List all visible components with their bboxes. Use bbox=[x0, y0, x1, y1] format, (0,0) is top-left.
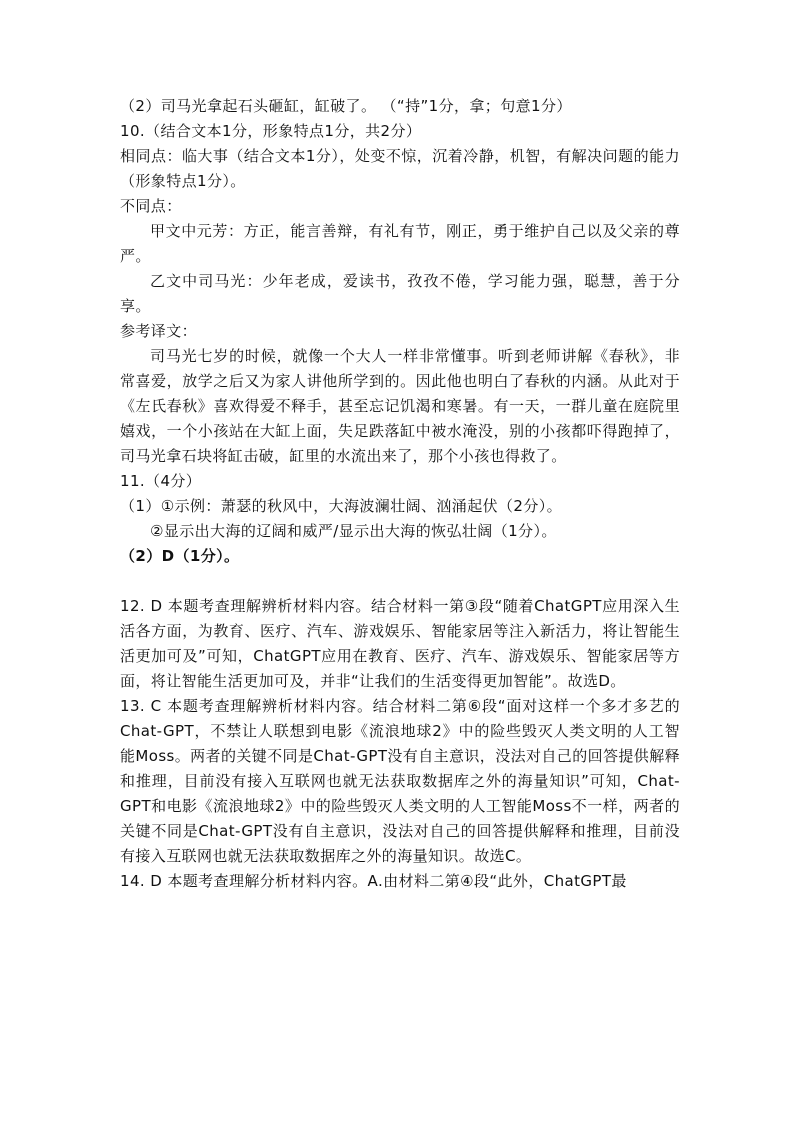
q11-part1-b: ②显示出大海的辽阔和威严/显示出大海的恢弘壮阔（1分）。 bbox=[150, 522, 557, 540]
q11-part2: （2）D（1分）。 bbox=[120, 547, 240, 565]
q11-part1: （1）①示例：萧瑟的秋风中，大海波澜壮阔、汹涌起伏（2分）。 bbox=[120, 497, 563, 515]
q10-diff-yuanfang: 甲文中元芳：方正，能言善辩，有礼有节，刚正，勇于维护自己以及父亲的尊严。 bbox=[120, 222, 680, 265]
q10-diff-simaguang: 乙文中司马光：少年老成，爱读书，孜孜不倦，学习能力强，聪慧，善于分享。 bbox=[120, 272, 680, 315]
q13-answer: 13. C 本题考查理解辨析材料内容。结合材料二第⑥段“面对这样一个多才多艺的Chat-GPT，不禁让人联想到电影《流浪地球2》中的险些毁灭人类文明的人工智能Moss。两者的关键不同是Chat-GPT没有自主意识，没法对自己的回答提供解释和推理，目前没有接入互联网也就无法获取数据库之外的海量知识”可知，Chat-GPT和电影《流浪地球2》中的险些毁灭人类文明的人工智能Moss不一样，两者的关键不同是Chat-GPT没有自主意识，没法对自己的回答提供解释和推理，目前没有接入互联网也就无法获取数据库之外的海量知识。故选C。 bbox=[120, 697, 680, 865]
q14-answer: 14. D 本题考查理解分析材料内容。A.由材料二第④段“此外，ChatGPT最 bbox=[120, 872, 627, 890]
q10-diff-label: 不同点： bbox=[120, 197, 182, 215]
q9-part2-answer: （2）司马光拿起石头砸缸，缸破了。 （“持”1分，拿；句意1分） bbox=[120, 97, 572, 115]
section-gap bbox=[120, 569, 680, 594]
q12-answer: 12. D 本题考查理解辨析材料内容。结合材料一第③段“随着ChatGPT应用深入生活各方面，为教育、医疗、汽车、游戏娱乐、智能家居等注入新活力，将让智能生活更加可及”可知，ChatGPT应用在教育、医疗、汽车、游戏娱乐、智能家居等方面，将让智能生活更加可及，并非“让我们的生活变得更加智能”。故选D。 bbox=[120, 597, 680, 690]
q11-header: 11.（4分） bbox=[120, 472, 202, 490]
q10-header: 10.（结合文本1分，形象特点1分，共2分） bbox=[120, 122, 422, 140]
q10-same-points: 相同点：临大事（结合文本1分），处变不惊，沉着冷静，机智，有解决问题的能力（形象特点1分）。 bbox=[120, 147, 680, 190]
answer-document bbox=[120, 94, 680, 894]
translation-label: 参考译文： bbox=[120, 322, 198, 340]
translation-body: 司马光七岁的时候，就像一个大人一样非常懂事。听到老师讲解《春秋》，非常喜爱，放学之后又为家人讲他所学到的。因此他也明白了春秋的内涵。从此对于《左氏春秋》喜欢得爱不释手，甚至忘记饥渴和寒暑。有一天，一群儿童在庭院里嬉戏，一个小孩站在大缸上面，失足跌落缸中被水淹没，别的小孩都吓得跑掉了，司马光拿石块将缸击破，缸里的水流出来了，那个小孩也得救了。 bbox=[120, 347, 680, 465]
